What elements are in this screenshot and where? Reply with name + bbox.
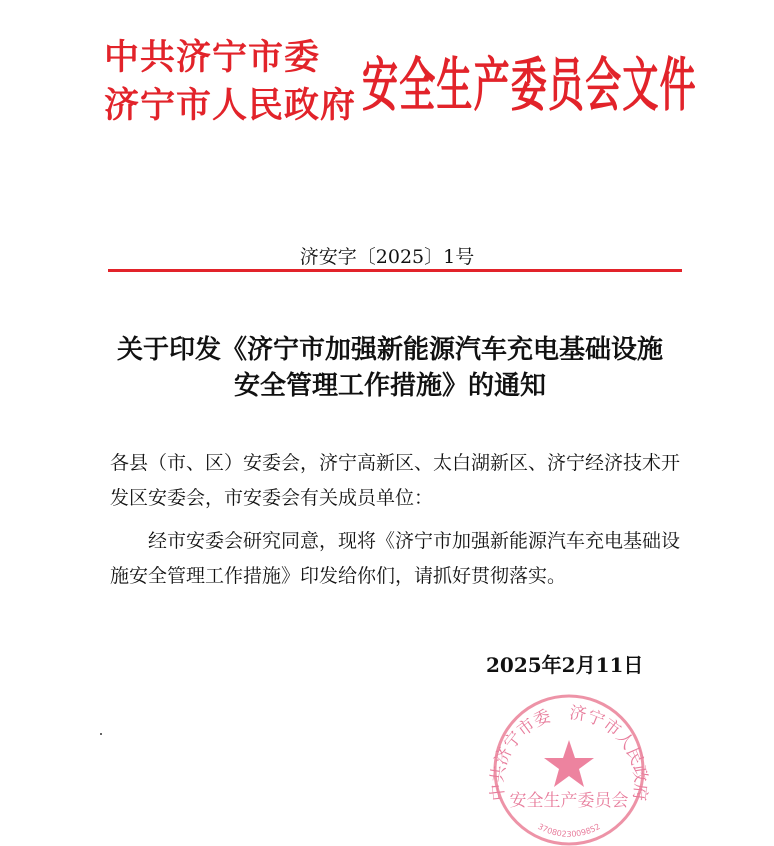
seal-code: 3708023009852 — [536, 821, 602, 839]
svg-text:3708023009852 — [536, 822, 601, 839]
document-title — [90, 332, 690, 404]
document-number: 济安字〔2025〕1号 — [299, 246, 475, 268]
official-seal — [476, 686, 662, 846]
seal-center-text: 安全生产委员会 — [509, 791, 629, 811]
org-line-2: 济宁市人民政府 — [104, 85, 357, 126]
org-line-1: 中共济宁市委 — [104, 37, 321, 78]
star-icon — [544, 740, 594, 787]
file-title: 安全生产委员会文件 — [362, 51, 697, 119]
title-line-1: 关于印发《济宁市加强新能源汽车充电基础设施 — [116, 335, 663, 365]
body-paragraph: 经市安委会研究同意，现将《济宁市加强新能源汽车充电基础设施安全管理工作措施》印发给你们，请抓好贯彻落实。 — [110, 530, 681, 587]
issuing-organizations — [104, 34, 357, 130]
title-line-2: 安全管理工作措施》的通知 — [233, 371, 546, 401]
seal-arc-text: 中共济宁市委 济宁市人民政府 — [487, 703, 651, 802]
addressees: 各县（市、区）安委会，济宁高新区、太白湖新区、济宁经济技术开发区安委会，市安委会有关成员单位： — [110, 452, 681, 509]
red-divider — [108, 269, 682, 272]
scan-speck — [100, 733, 102, 735]
issue-date: 2025年2月11日 — [486, 653, 644, 677]
